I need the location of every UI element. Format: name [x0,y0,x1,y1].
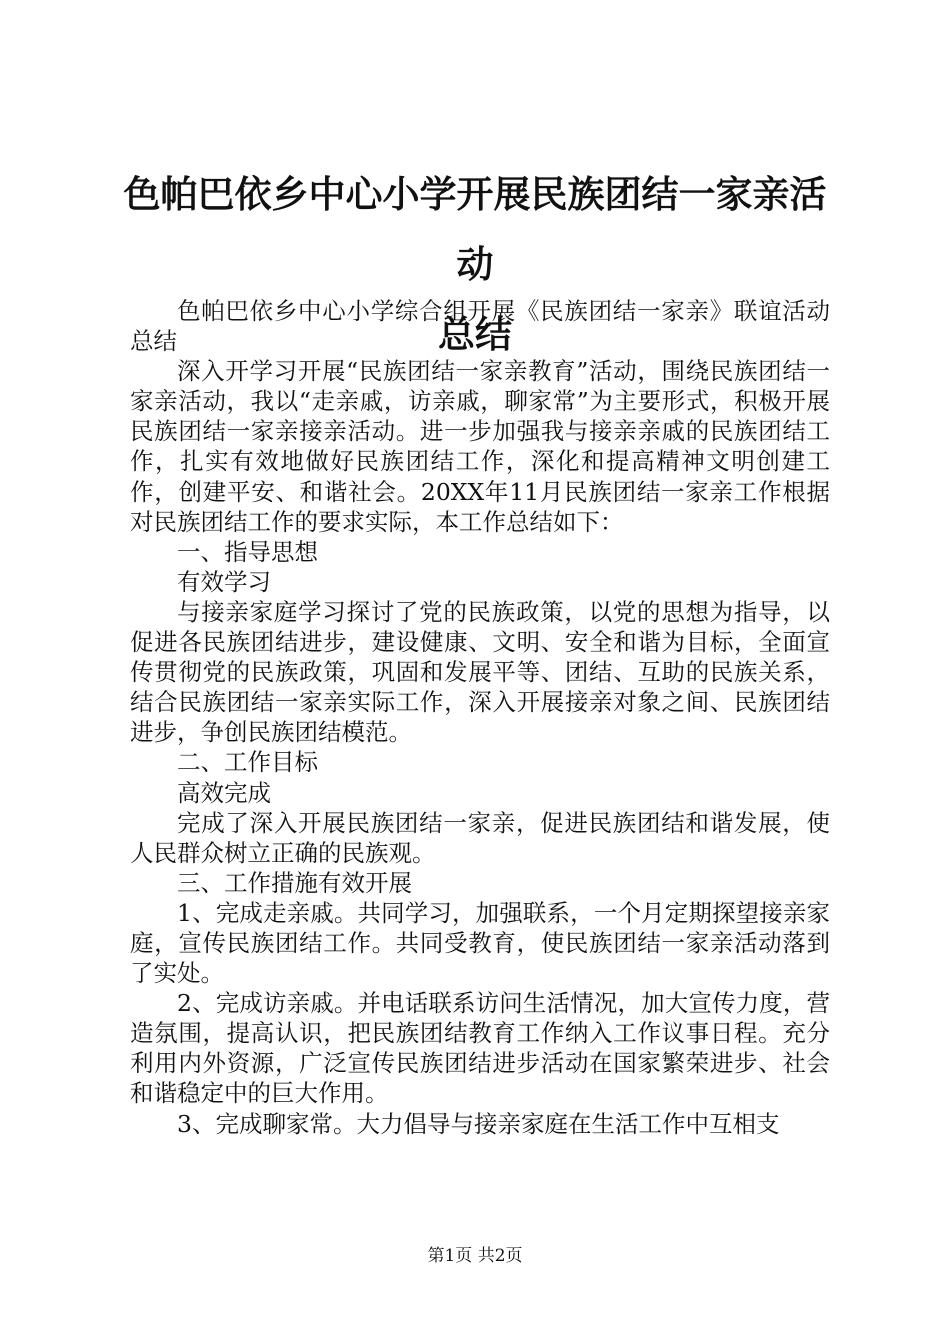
title-line-1: 色帕巴依乡中心小学开展民族团结一家亲活动 [123,173,827,286]
paragraph-measure-2: 2、完成访亲戚。并电话联系访问生活情况，加大宣传力度，营造氛围，提高认识，把民族团结教育工作纳入工作议事日程。充分利用内外资源，广泛宣传民族团结进步活动在国家繁荣进步、社会和谐稳定中的巨大作用。 [130,989,830,1108]
paragraph-section-1: 与接亲家庭学习探讨了党的民族政策，以党的思想为指导，以促进各民族团结进步，建设健康、文明、安全和谐为目标，全面宣传贯彻党的民族政策，巩固和发展平等、团结、互助的民族关系，结合民族团结一家亲实际工作，深入开展接亲对象之间、民族团结进步，争创民族团结模范。 [130,597,830,747]
page-footer: 第1页 共2页 [427,1246,523,1266]
paragraph-subtitle: 色帕巴依乡中心小学综合组开展《民族团结一家亲》联谊活动总结 [130,297,830,356]
subheading-1: 有效学习 [177,567,271,596]
paragraph-measure-1: 1、完成走亲戚。共同学习，加强联系，一个月定期探望接亲家庭，宣传民族团结工作。共同受教育，使民族团结一家亲活动落到了实处。 [130,898,830,988]
document-body [130,296,830,1139]
paragraph-intro: 深入开学习开展“民族团结一家亲教育”活动，围绕民族团结一家亲活动，我以“走亲戚，访亲戚，聊家常”为主要形式，积极开展民族团结一家亲接亲活动。进一步加强我与接亲亲戚的民族团结工作，扎实有效地做好民族团结工作，深化和提高精神文明创建工作，创建平安、和谐社会。20XX年11月民族团结一家亲工作根据对民族团结工作的要求实际，本工作总结如下： [130,357,830,536]
section-heading-2: 二、工作目标 [177,748,318,777]
subheading-2: 高效完成 [177,778,271,807]
section-heading-3: 三、工作措施有效开展 [177,868,412,897]
title-line-2: 总结 [438,313,512,356]
paragraph-section-2: 完成了深入开展民族团结一家亲，促进民族团结和谐发展，使人民群众树立正确的民族观。 [130,808,830,867]
paragraph-measure-3: 3、完成聊家常。大力倡导与接亲家庭在生活工作中互相支 [177,1109,780,1138]
section-heading-1: 一、指导思想 [177,537,318,566]
